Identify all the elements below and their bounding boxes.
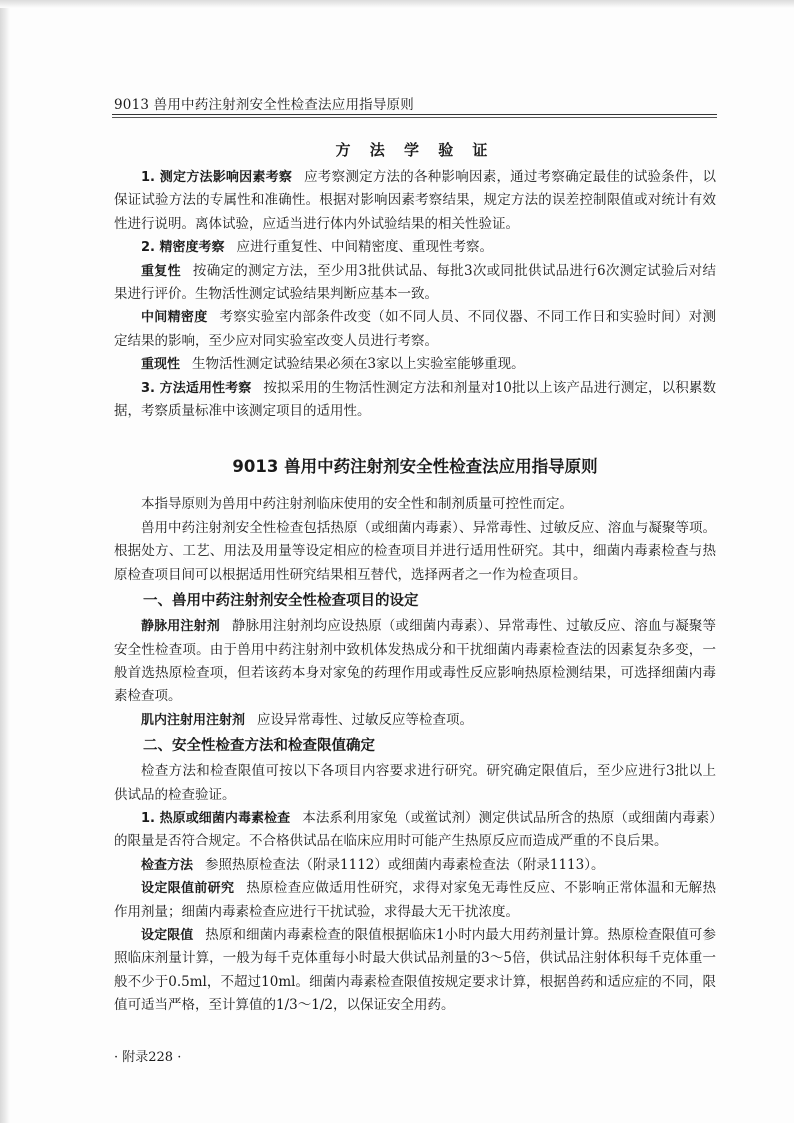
paragraph-text: 参照热原检查法（附录1112）或细菌内毒素检查法（附录1113）。 [205,856,605,873]
paragraph-lead: 中间精密度 [141,310,208,326]
paragraph-lead: 检查方法 [141,857,194,873]
section-intro-paragraph: 检查方法和检查限值可按以下各项目内容要求进行研究。研究确定限值后，至少应进行3批以上供试品的检查验证。 [114,763,716,803]
paragraph-text: 应进行重复性、中间精密度、重现性考察。 [236,239,494,256]
paragraph-text: 按拟采用的生物活性测定方法和剂量对10批以上该产品进行测定，以积累数据，考察质量标准中该测定项目的适用性。 [114,379,716,420]
validation-paragraph [114,166,716,236]
running-head: 9013 兽用中药注射剂安全性检查法应用指导原则 [114,97,414,113]
paragraph-text: 本法系利用家兔（或鲎试剂）测定供试品所含的热原（或细菌内毒素）的限量是否符合规定。不合格供试品在临床应用时可能产生热原反应而造成严重的不良后果。 [114,809,716,850]
validation-paragraph [114,353,716,376]
section-paragraph [114,807,716,854]
guideline-intro-paragraph: 本指导原则为兽用中药注射剂临床使用的安全性和制剂质量可控性而定。 [141,496,573,513]
section-paragraph [114,877,716,924]
paragraph-lead: 设定限值 [141,927,194,943]
section-paragraph [114,709,716,732]
section-heading: 一、兽用中药注射剂安全性检查项目的设定 [143,593,419,610]
validation-paragraph [114,377,716,424]
paragraph-lead: 1. 测定方法影响因素考察 [141,170,293,185]
section-paragraph [114,924,716,1018]
paragraph-lead: 1. 热原或细菌内毒素检查 [141,810,291,826]
guideline-intro-paragraph: 兽用中药注射剂安全性检查包括热原（或细菌内毒素）、异常毒性、过敏反应、溶血与凝聚等项。根据处方、工艺、用法及用量等设定相应的检查项目并进行适用性研究。其中，细菌内毒素检查与热原检查项目间可以根据适用性研究结果相互替代，选择两者之一作为检查项目。 [114,519,716,583]
paragraph-text: 应设异常毒性、过敏反应等检查项。 [257,711,474,728]
section-heading: 二、安全性检查方法和检查限值确定 [143,738,375,755]
validation-paragraph [114,306,716,353]
paragraph-lead: 肌内注射用注射剂 [141,712,246,728]
page-number: · 附录228 · [114,1050,182,1065]
paragraph-text: 按确定的测定方法，至少用3批供试品、每批3次或同批供试品进行6次测定试验后对结果进行评价。生物活性测定试验结果判断应基本一致。 [114,262,716,303]
validation-section-title: 方 法 学 验 证 [335,141,495,159]
paragraph-lead: 2. 精密度考察 [141,240,225,256]
paragraph-text: 热原和细菌内毒素检查的限值根据临床1小时内最大用药剂量计算。热原检查限值可参照临床剂量计算，一般为每千克体重每小时最大供试品剂量的3～5倍，供试品注射体积每千克体重一般不少于0.5ml，不超过10ml。细菌内毒素检查限值按规定要求计算，根据兽药和适应症的不同，限值可适当严格，至计算值的1/3～1/2，以保证安全用药。 [114,926,716,1014]
section-paragraph [114,854,716,877]
paragraph-lead: 重复性 [141,263,181,279]
header-rule [112,114,717,115]
paragraph-text: 考察实验室内部条件改变（如不同人员、不同仪器、不同工作日和实验时间）对测定结果的影响，至少应对同实验室改变人员进行考察。 [114,309,716,349]
paragraph-lead: 3. 方法适用性考察 [141,380,252,396]
paragraph-lead: 重现性 [141,357,181,373]
paragraph-lead: 设定限值前研究 [141,881,235,897]
paragraph-text: 静脉用注射剂均应设热原（或细菌内毒素）、异常毒性、过敏反应、溶血与凝聚等安全性检查项。由于兽用中药注射剂中致机体发热成分和干扰细菌内毒素检查法的因素复杂多变，一般首选热原检查项，但若该药本身对家兔的药理作用或毒性反应影响热原检测结果，可选择细菌内毒素检查项。 [114,618,716,705]
paragraph-lead: 静脉用注射剂 [141,619,220,635]
page-content [114,137,716,1018]
validation-paragraph [114,260,716,307]
validation-paragraph [114,236,716,259]
paragraph-text: 生物活性测定试验结果必须在3家以上实验室能够重现。 [192,356,525,373]
section-paragraph [114,615,716,709]
paragraph-text: 应考察测定方法的各种影响因素，通过考察确定最佳的试验条件，以保证试验方法的专属性和准确性。根据对影响因素考察结果，规定方法的误差控制限值或对统计有效性进行说明。离体试验，应适当进行体内外试验结果的相关性验证。 [114,169,717,232]
guideline-title: 9013 兽用中药注射剂安全性检查法应用指导原则 [232,457,598,477]
header-rule-secondary [112,117,717,118]
paragraph-text: 热原检查应做适用性研究，求得对家兔无毒性反应、不影响正常体温和无解热作用剂量；细菌内毒素检查应进行干扰试验，求得最大无干扰浓度。 [114,880,716,920]
